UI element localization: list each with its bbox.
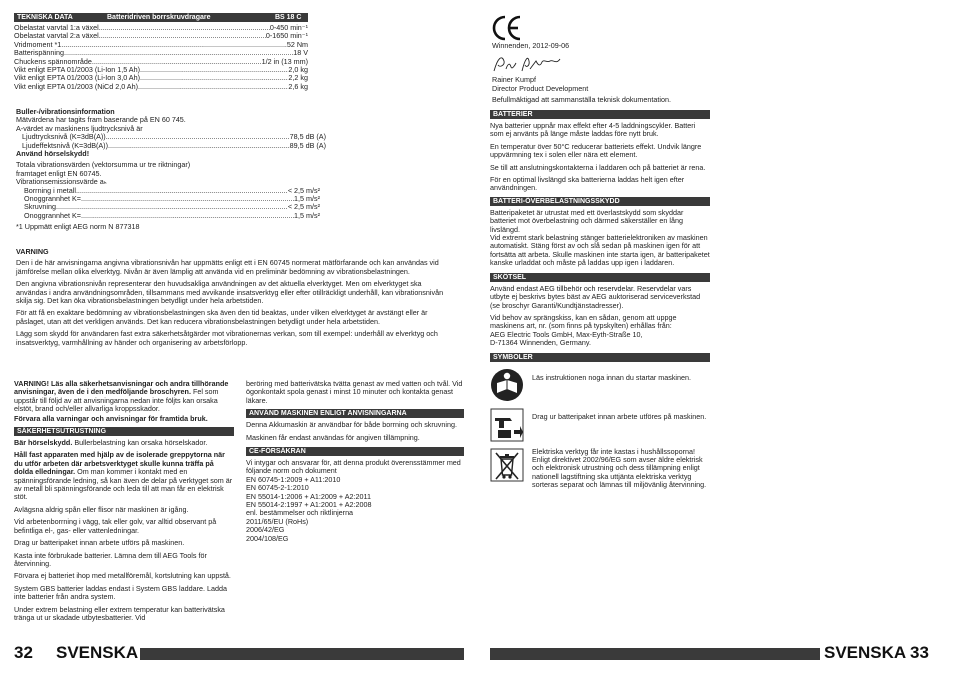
spec-row: Vridmoment *1 ..... 52 Nm xyxy=(14,41,308,49)
weee-bin-icon xyxy=(490,448,524,482)
safety-intro: VARNING! Läs alla säkerhetsanvisningar och andra tillhörande anvisningar, även de i den medföljande broschyren. Fel som uppstår till följd av att anvisningarna nedan inte följts kan orsaka elstöt, brand och/eller allvarliga kroppsskador. xyxy=(14,379,231,414)
signature xyxy=(492,53,562,75)
ce-mark xyxy=(492,14,522,42)
safety-paragraph: Drag ur batteripaket innan arbete utförs på maskinen. xyxy=(14,538,185,548)
safety-paragraph: Under extrem belastning eller extrem temperatur kan batterivätska tränga ut ur skadade utbytesbatterier. Vid xyxy=(14,604,227,622)
batteries-paragraph: För en optimal livslängd ska batterierna laddas helt igen efter användningen. xyxy=(490,175,687,193)
ce-declaration: Vi intygar och ansvarar för, att denna produkt överensstämmer med följande norm och dokument EN 60745-1:2009 + A11:2010 EN 60745-2-1:2010 EN 55014-1:2006 + A1:2009 + A2:2011 EN 55014-2:1997 + A1:2001 + A2:2008 enl. bestämmelser och riktlinjerna 2011/65/EU (RoHs) 2006/42/EG 2004/108/EG xyxy=(246,458,461,543)
noise-text: A-värdet av maskinens ljudtrycksnivå är xyxy=(16,123,143,133)
page-number-left: 32 xyxy=(14,643,33,662)
remove-battery-icon xyxy=(490,408,524,442)
spec-row: Vikt enligt EPTA 01/2003 (Li-Ion 3,0 Ah) ..... 2,2 kg xyxy=(14,74,308,82)
overload-title: BATTERI-ÖVERBELASTNINGSSKYDD xyxy=(490,197,710,206)
batteries-paragraph: Se till att anslutningskontakterna i laddaren och på batteriet är rena. xyxy=(490,162,706,172)
symbol-text: Läs instruktionen noga innan du startar maskinen. xyxy=(532,372,692,382)
warning-paragraph: Lägg som skydd för användaren fast extra säkerhetsåtgärder mot vibrationernas verkan, som till exempel: underhåll av elverktyg och insatsverktyg, varmhållning av händer och organisering av arbetsförlopp. xyxy=(16,329,440,347)
safety-title: SÄKERHETSUTRUSTNING xyxy=(14,427,234,436)
signer-title: Director Product Development xyxy=(492,84,589,93)
signature-icon xyxy=(492,53,562,75)
spec-row: Vikt enligt EPTA 01/2003 (Li-Ion 1,5 Ah) ..... 2,0 kg xyxy=(14,66,308,74)
spec-row: Batterispänning ..... 18 V xyxy=(14,49,308,57)
batteries-paragraph: En temperatur över 50°C reducerar batteriets effekt. Undvik längre uppvärmning tex i solen eller nära ett element. xyxy=(490,141,704,160)
warning-section xyxy=(16,248,452,351)
ce-mark-icon xyxy=(492,14,522,42)
usage-paragraph: Maskinen får endast användas för angiven tillämpning. xyxy=(246,432,420,442)
spec-row: Chuckens spännområde ..... 1/2 in (13 mm) xyxy=(14,58,308,66)
usage-paragraph: Denna Akkumaskin är användbar för både borrning och skruvning. xyxy=(246,420,457,430)
safety-keep: Förvara alla varningar och anvisningar för framtida bruk. xyxy=(14,413,208,423)
safety-column xyxy=(14,380,234,626)
maintenance-paragraph: Vid behov av sprängskiss, kan en sådan, genom att uppge maskinens art, nr. (som finns på typskylten) erhållas från: AEG Electric Tools GmbH, Max-Eyth-Straße 10, D-71364 Winnenden, Germany. xyxy=(490,312,677,348)
symbol-text: Drag ur batteripaket innan arbete utföres på maskinen. xyxy=(532,411,707,421)
warning-paragraph: Den angivna vibrationsnivån representerar den huvudsakliga användningen av det aktuella elverktyget. Men om elverktyget ska användas i andra användningsområden, tillsammans med avvikande insatsverktyg eller efter otillräckligt underhåll, kan vibrationsnivån skilja sig. Det kan öka vibrationsbelastningen betydligt under hela arbetstiden. xyxy=(16,279,446,306)
vibration-row: Onoggrannhet K= ..... 1,5 m/s² xyxy=(16,195,320,203)
authorized-note: Befullmäktigad att sammanställa teknisk dokumentation. xyxy=(492,95,671,104)
signer-name: Rainer Kumpf xyxy=(492,75,536,84)
usage-column xyxy=(246,380,464,547)
footnote: *1 Uppmätt enligt AEG norm N 877318 xyxy=(16,222,140,231)
batteries-paragraph: Nya batterier uppnår max effekt efter 4-5 laddningscykler. Batteri som ej använts på länge måste laddas före nytt bruk. xyxy=(490,121,698,139)
spec-header xyxy=(14,13,308,22)
symbols-title: SYMBOLER xyxy=(490,353,710,362)
page-language-left: SVENSKA xyxy=(56,643,139,662)
noise-text: Mätvärdena har tagits fram baserande på EN 60 745. xyxy=(16,115,186,125)
noise-title: Buller-/vibrationsinformation xyxy=(16,107,115,116)
safety-paragraph: Avlägsna aldrig spån eller flisor när maskinen är igång. xyxy=(14,504,189,514)
symbol-row xyxy=(490,448,710,490)
safety-paragraph: Förvara ej batteriet ihop med metallföremål, kortslutning kan uppstå. xyxy=(14,571,231,581)
vibration-row: Skruvning ..... < 2,5 m/s² xyxy=(16,203,320,211)
safety-hold: Håll fast apparaten med hjälp av de isolerade greppytorna när du utför arbeten där arbetsverktyget skulle kunna träffa på dolda elledningar. Om man kommer i kontakt med en spänningsförande ledning, så kan även de delar på verktyget som är av metall bli spänningsförande och leda till att man får en elektrisk stöt. xyxy=(14,450,235,502)
safety-paragraph: Kasta inte förbrukade batterier. Lämna dem till AEG Tools för återvinning. xyxy=(14,550,209,568)
usage-title: ANVÄND MASKINEN ENLIGT ANVISNINGARNA xyxy=(246,409,464,418)
footer-bar-left xyxy=(140,648,464,660)
spec-row: Obelastat varvtal 1:a växel ..... 0-450 min⁻¹ xyxy=(14,24,308,32)
spec-row: Vikt enligt EPTA 01/2003 (NiCd 2,0 Ah) ..... 2,6 kg xyxy=(14,83,308,91)
read-manual-icon xyxy=(490,368,524,402)
maintenance-paragraph: Använd endast AEG tillbehör och reservdelar. Reservdelar vars utbyte ej beskrivs bytes bäst av AEG auktoriserad serviceverkstad (se broschyr Garanti/Kundtjänstadresser). xyxy=(490,283,703,310)
page-language-right: SVENSKA xyxy=(824,643,907,662)
symbol-text: Elektriska verktyg får inte kastas i hushållssoporna! Enligt direktivet 2002/96/EG som avser äldre elektrisk och elektronisk utrustning och dess tillämpning enligt nationell lagstiftning ska uttjänta elektriska verktyg sorteras separat och lämnas till miljövänlig återvinning. xyxy=(532,446,707,490)
warning-paragraph: Den i de här anvisningarna angivna vibrationsnivån har uppmätts enligt ett i EN 60745 normerat mätförfarande och kan användas vid jämförelse mellan olika elverktyg. Nivån är även lämplig att använda vid en preliminär bedömning av vibrationsbelastningen. xyxy=(16,258,441,276)
warning-title: VARNING xyxy=(16,247,49,256)
vibration-text: Vibrationsemissionsvärde aₕ xyxy=(16,177,107,187)
warning-paragraph: För att få en exaktare bedömning av vibrationsbelastningen ska även den tid beaktas, under vilken elverktyget är avstängt eller är påslaget, utan att det verkligen används. Det kan reducera vibrationsbelastningen betydligt under hela arbetstiden. xyxy=(16,308,430,326)
page-number-right: 33 xyxy=(910,643,929,662)
safety-paragraph: Vid arbetenborrning i vägg, tak eller golv, var alltid observant på befintliga el-, gas- eller vattenledningar. xyxy=(14,517,219,535)
spec-header-label: TEKNISKA DATA xyxy=(17,14,73,21)
batteries-title: BATTERIER xyxy=(490,110,710,119)
vibration-row: Borrning i metall ..... < 2,5 m/s² xyxy=(16,187,320,195)
noise-section xyxy=(16,108,326,220)
spec-row: Obelastat varvtal 2:a växel ..... 0-1650 min⁻¹ xyxy=(14,32,308,40)
safety-paragraph: System GBS batterier laddas endast i System GBS laddare. Ladda inte batterier från andra system. xyxy=(14,583,229,602)
symbol-row xyxy=(490,408,710,442)
overload-text: Batteripaketet är utrustat med ett överlastskydd som skyddar batteriet mot överbelastning och därmed säkerställer en lång livslängd. Vid extremt stark belastning stänger batterielektroniken av maskinen automatiskt. Stäng först av och slå sedan på maskinen igen för att fortsätta att arbeta. Skulle maskinen inte starta igen, är batteripaketet kanske urladdat och måste på laddas upp igen i laddaren. xyxy=(490,207,710,268)
maintenance-title: SKÖTSEL xyxy=(490,273,710,282)
right-column xyxy=(490,110,710,496)
vibration-row: Onoggrannhet K= ..... 1,5 m/s² xyxy=(16,212,320,220)
ce-title: CE-FÖRSÄKRAN xyxy=(246,447,464,456)
noise-row: Ljudtrycksnivå (K=3dB(A)) ..... 78,5 dB (A) xyxy=(22,133,326,141)
spec-header-product: Batteridriven borrskruvdragare xyxy=(107,14,211,21)
spec-header-model: BS 18 C xyxy=(275,14,302,21)
vibration-text: framtaget enligt EN 60745. xyxy=(16,168,102,178)
safety-ear: Bär hörselskydd. Bullerbelastning kan orsaka hörselskador. xyxy=(14,438,208,448)
place-date: Winnenden, 2012-09-06 xyxy=(492,41,570,50)
noise-row: Ljudeffektsnivå (K=3dB(A)) ..... 89,5 dB (A) xyxy=(22,142,326,150)
battery-fluid-text: beröring med batterivätska tvätta genast av med vatten och tvål. Vid ögonkontakt spola genast i minst 10 minuter och kontakta genast läkare. xyxy=(246,379,465,405)
footer-bar-right xyxy=(490,648,820,660)
vibration-text: Totala vibrationsvärden (vektorsumma ur tre riktningar) xyxy=(16,160,191,170)
symbol-row xyxy=(490,368,710,402)
ear-protection-note: Använd hörselskydd! xyxy=(16,149,90,159)
spec-table xyxy=(14,13,308,91)
